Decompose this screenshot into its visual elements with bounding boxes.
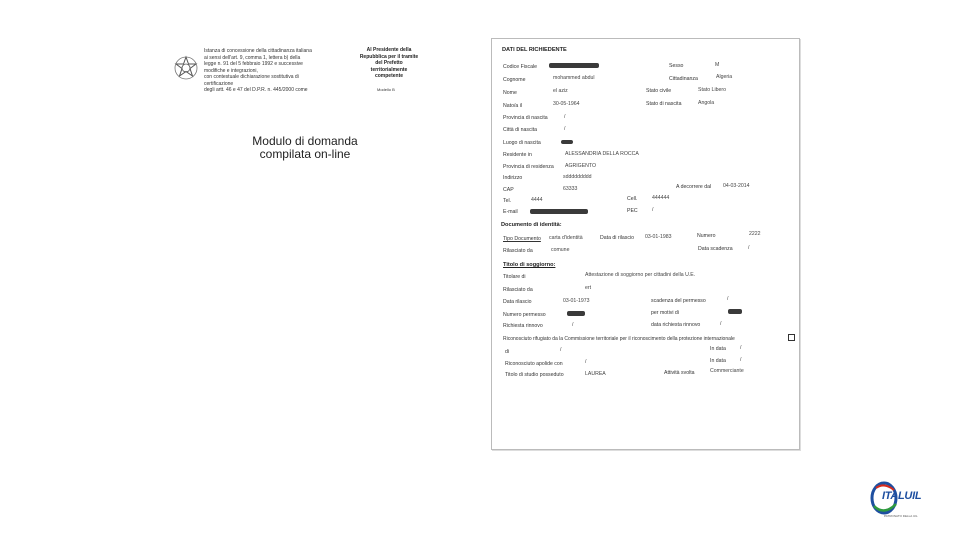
addressee-line: territorialmente (370, 66, 408, 73)
rinnovo-label: Richiesta rinnovo (503, 323, 543, 329)
soggiorno-section-title: Titolo di soggiorno: (503, 262, 556, 268)
tipo-documento-label: Tipo Documento (503, 236, 541, 242)
ministry-line: con contestuale dichiarazione sostitutiva di certificazione (204, 74, 299, 87)
cittadinanza-label: Cittadinanza (669, 76, 698, 82)
data-rinnovo-label: data richiesta rinnovo (651, 322, 701, 328)
provincia-residenza-value: AGRIGENTO (565, 163, 597, 169)
nato-label: Nato/a il (503, 103, 523, 109)
decorrere-label: A decorrere dal (676, 184, 712, 190)
apolide-value: / (585, 359, 587, 365)
apolide-label: Riconosciuto apolide con (505, 361, 563, 367)
provincia-nascita-value: / (564, 114, 566, 120)
provincia-nascita-label: Provincia di nascita (503, 115, 548, 121)
addressee-line: competente (374, 73, 404, 79)
rinnovo-value: / (572, 322, 574, 328)
form-sheet (491, 38, 800, 450)
attivita-label: Attività svolta (664, 370, 695, 376)
stato-nascita-value: Angola (698, 100, 715, 106)
stato-civile-value: Stato Libero (698, 87, 726, 93)
citta-nascita-label: Città di nascita (503, 127, 538, 133)
data-rinnovo-value: / (720, 321, 722, 327)
indirizzo-value: sddddddddd (563, 174, 592, 180)
scadenza-doc-value: / (748, 245, 750, 251)
codice-fiscale-label: Codice Fiscale (503, 64, 538, 70)
in-data-label: In data (710, 346, 726, 352)
model-label: Modello B (377, 87, 395, 92)
form-header: DATI DEL RICHIEDENTE (502, 47, 567, 53)
in-data-value: / (740, 345, 742, 351)
decorrere-value: 04-03-2014 (723, 183, 750, 189)
italuil-logo (868, 478, 938, 524)
scadenza-permesso-label: scadenza del permesso (651, 298, 706, 304)
addressee-block (350, 47, 428, 80)
di-label: di (505, 349, 510, 355)
title-line-2: compilata on-line (259, 147, 351, 161)
titolare-value: Attestazione di soggiorno per cittadini della U.E. (585, 272, 696, 278)
page-title (240, 135, 370, 161)
rilasciato-sogg-label: Rilasciato da (503, 287, 533, 293)
attivita-value: Commerciante (710, 368, 744, 374)
rilasciato-doc-value: comune (551, 247, 570, 253)
numero-doc-value: 2222 (749, 231, 761, 237)
title-line-1: Modulo di domanda (252, 134, 358, 148)
cognome-value: mohammed abdul (553, 75, 595, 81)
tipo-documento-value: carta d'identità (549, 235, 583, 241)
ministry-line: Istanza di concessione della cittadinanza italiana (204, 48, 312, 54)
titolare-label: Titolare di (503, 274, 526, 280)
titolo-studio-value: LAUREA (585, 371, 606, 377)
pec-value: / (652, 207, 654, 213)
redaction-mark (561, 140, 573, 144)
stato-civile-label: Stato civile (646, 88, 672, 94)
cell-value: 444444 (652, 195, 670, 201)
nato-value: 30-05-1964 (553, 101, 580, 107)
cap-value: 63333 (563, 186, 578, 192)
rilasciato-sogg-value: ert (585, 285, 592, 291)
data-rilascio-sogg-label: Data rilascio (503, 299, 532, 305)
rilasciato-doc-label: Rilasciato da (503, 248, 533, 254)
protezione-text: Riconosciuto rifugiato da la Commissione territoriale per il riconoscimento della protezione internazionale (503, 336, 735, 342)
scadenza-permesso-value: / (727, 296, 729, 302)
ministry-text (204, 48, 316, 94)
in-data2-label: In data (710, 358, 726, 364)
redaction-mark (728, 309, 742, 314)
citta-nascita-value: / (564, 126, 566, 132)
redaction-mark (567, 311, 585, 316)
titolo-studio-label: Titolo di studio posseduto (505, 372, 564, 378)
data-rilascio-sogg-value: 03-01-1973 (563, 298, 590, 304)
ministry-line: legge n. 91 del 5 febbraio 1992 e successive modifiche e integrazioni, (204, 61, 303, 74)
redaction-mark (530, 209, 588, 214)
residente-label: Residente in (503, 152, 532, 158)
documento-section-title: Documento di identità: (501, 222, 562, 228)
nome-value: el aziz (553, 88, 568, 94)
cell-label: Cell. (627, 196, 638, 202)
tel-value: 4444 (531, 197, 543, 203)
cittadinanza-value: Algeria (716, 74, 733, 80)
sesso-label: Sesso (669, 63, 684, 69)
indirizzo-label: Indirizzo (503, 175, 523, 181)
stato-nascita-label: Stato di nascita (646, 101, 682, 107)
scadenza-doc-label: Data scadenza (698, 246, 733, 252)
numero-permesso-label: Numero permesso (503, 312, 546, 318)
logo-tagline: PATRONATO DELLA UIL (884, 514, 918, 518)
tel-label: Tel. (503, 198, 512, 204)
addressee-line: Al Presidente della (366, 47, 412, 53)
in-data2-value: / (740, 357, 742, 363)
numero-doc-label: Numero (697, 233, 716, 239)
sesso-value: M (715, 62, 720, 68)
republic-emblem-icon (173, 55, 199, 81)
cognome-label: Cognome (503, 77, 526, 83)
provincia-residenza-label: Provincia di residenza (503, 164, 554, 170)
logo-name: ITALUIL (882, 490, 922, 502)
motivo-label: per motivi di (651, 310, 679, 316)
email-label: E-mail (503, 209, 518, 215)
residente-value: ALESSANDRIA DELLA ROCCA (565, 151, 639, 157)
luogo-nascita-label: Luogo di nascita (503, 140, 541, 146)
pec-label: PEC (627, 208, 638, 214)
redaction-mark (549, 63, 599, 68)
nome-label: Nome (503, 90, 517, 96)
protezione-checkbox[interactable] (788, 334, 795, 341)
cap-label: CAP (503, 187, 514, 193)
ministry-line: ai sensi dell'art. 9, comma 1, lettera b) della (204, 54, 301, 61)
addressee-line: del Prefetto (375, 60, 403, 66)
data-rilascio-doc-label: Data di rilascio (600, 235, 635, 241)
data-rilascio-doc-value: 03-01-1983 (645, 234, 672, 240)
addressee-line: Repubblica per il tramite (359, 53, 419, 60)
di-value: / (560, 347, 562, 353)
ministry-line: degli artt. 46 e 47 del D.P.R. n. 445/2000 come (204, 87, 308, 93)
